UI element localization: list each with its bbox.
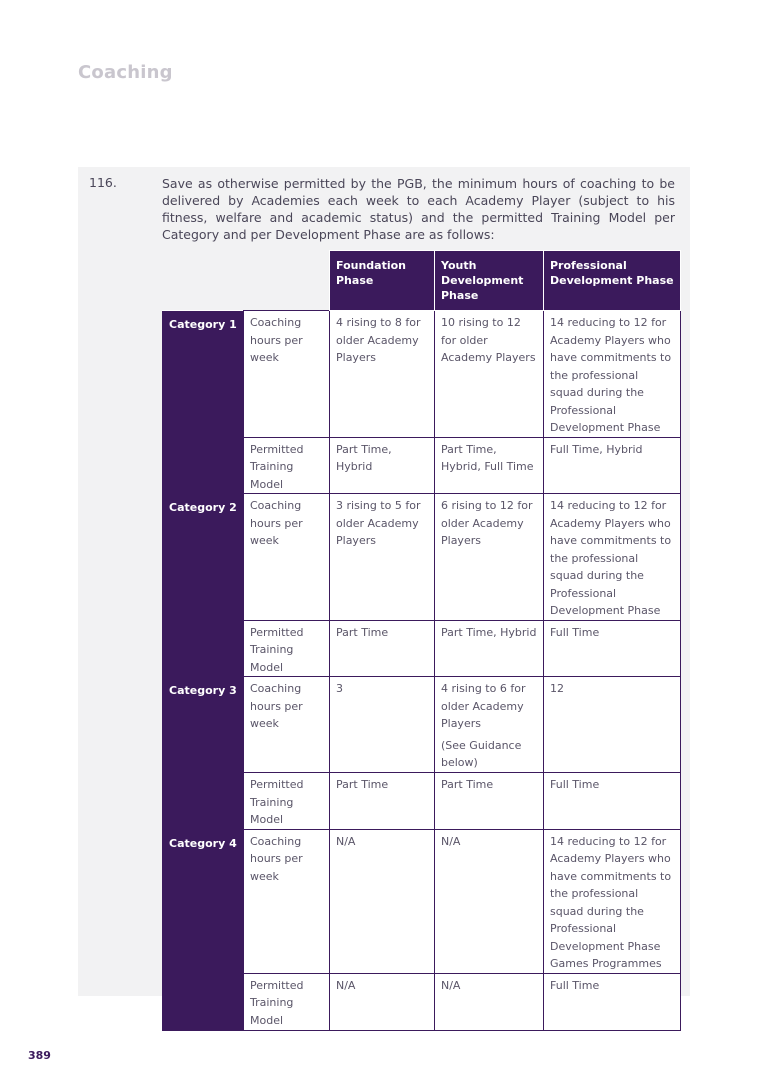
header-blank-cell bbox=[163, 251, 330, 311]
cell-youth: N/A bbox=[435, 973, 544, 1030]
table-row bbox=[163, 677, 681, 773]
table-row bbox=[163, 973, 681, 1030]
table-row bbox=[163, 773, 681, 830]
row-label-coaching-hours: Coaching hours per week bbox=[244, 677, 330, 773]
clause-text: Save as otherwise permitted by the PGB, the minimum hours of coaching to be delivered by Academies each week to each Academy Player (subject to his fitness, welfare and academic status) and the permitted Training Model per Category and per Development Phase are as follows: bbox=[162, 176, 675, 242]
cell-foundation: 3 rising to 5 for older Academy Players bbox=[330, 494, 435, 621]
cell-youth-text: 4 rising to 6 for older Academy Players bbox=[441, 682, 526, 730]
guidance-note: (See Guidance below) bbox=[441, 738, 522, 769]
cell-youth: Part Time, Hybrid, Full Time bbox=[435, 437, 544, 494]
row-label-coaching-hours: Coaching hours per week bbox=[244, 311, 330, 438]
page-title: Coaching bbox=[78, 62, 173, 83]
cell-foundation: 3 bbox=[330, 677, 435, 773]
clause-number: 116. bbox=[89, 175, 117, 190]
row-label-training-model: Permitted Training Model bbox=[244, 973, 330, 1030]
table-row bbox=[163, 620, 681, 677]
header-foundation-phase: Foundation Phase bbox=[330, 251, 435, 311]
cell-professional: Full Time, Hybrid bbox=[544, 437, 681, 494]
row-label-training-model: Permitted Training Model bbox=[244, 437, 330, 494]
cell-youth bbox=[435, 677, 544, 773]
category-3-band bbox=[163, 773, 244, 830]
row-label-coaching-hours: Coaching hours per week bbox=[244, 829, 330, 973]
category-4-band bbox=[163, 973, 244, 1030]
cell-professional: 14 reducing to 12 for Academy Players who have commitments to the professional squad during the Professional Development Phase Games Programmes bbox=[544, 829, 681, 973]
cell-professional: 12 bbox=[544, 677, 681, 773]
category-4-label: Category 4 bbox=[163, 829, 244, 973]
table-header-row bbox=[163, 251, 681, 311]
cell-youth: Part Time bbox=[435, 773, 544, 830]
row-label-training-model: Permitted Training Model bbox=[244, 620, 330, 677]
row-label-training-model: Permitted Training Model bbox=[244, 773, 330, 830]
cell-foundation: Part Time bbox=[330, 773, 435, 830]
cell-youth: 10 rising to 12 for older Academy Players bbox=[435, 311, 544, 438]
cell-foundation: N/A bbox=[330, 973, 435, 1030]
cell-professional: 14 reducing to 12 for Academy Players who have commitments to the professional squad during the Professional Development Phase bbox=[544, 494, 681, 621]
header-youth-development-phase: Youth Development Phase bbox=[435, 251, 544, 311]
cell-youth: N/A bbox=[435, 829, 544, 973]
category-1-label: Category 1 bbox=[163, 311, 244, 438]
cell-foundation: 4 rising to 8 for older Academy Players bbox=[330, 311, 435, 438]
cell-professional: 14 reducing to 12 for Academy Players who have commitments to the professional squad during the Professional Development Phase bbox=[544, 311, 681, 438]
cell-youth: 6 rising to 12 for older Academy Players bbox=[435, 494, 544, 621]
table-row bbox=[163, 829, 681, 973]
category-1-band bbox=[163, 437, 244, 494]
cell-professional: Full Time bbox=[544, 620, 681, 677]
cell-foundation: N/A bbox=[330, 829, 435, 973]
table-row bbox=[163, 437, 681, 494]
header-professional-development-phase: Professional Development Phase bbox=[544, 251, 681, 311]
coaching-hours-table bbox=[162, 250, 681, 1031]
category-2-band bbox=[163, 620, 244, 677]
cell-foundation: Part Time, Hybrid bbox=[330, 437, 435, 494]
page-number: 389 bbox=[28, 1049, 51, 1062]
cell-youth: Part Time, Hybrid bbox=[435, 620, 544, 677]
row-label-coaching-hours: Coaching hours per week bbox=[244, 494, 330, 621]
table-row bbox=[163, 311, 681, 438]
table-row bbox=[163, 494, 681, 621]
cell-foundation: Part Time bbox=[330, 620, 435, 677]
category-2-label: Category 2 bbox=[163, 494, 244, 621]
category-3-label: Category 3 bbox=[163, 677, 244, 773]
cell-professional: Full Time bbox=[544, 773, 681, 830]
cell-professional: Full Time bbox=[544, 973, 681, 1030]
